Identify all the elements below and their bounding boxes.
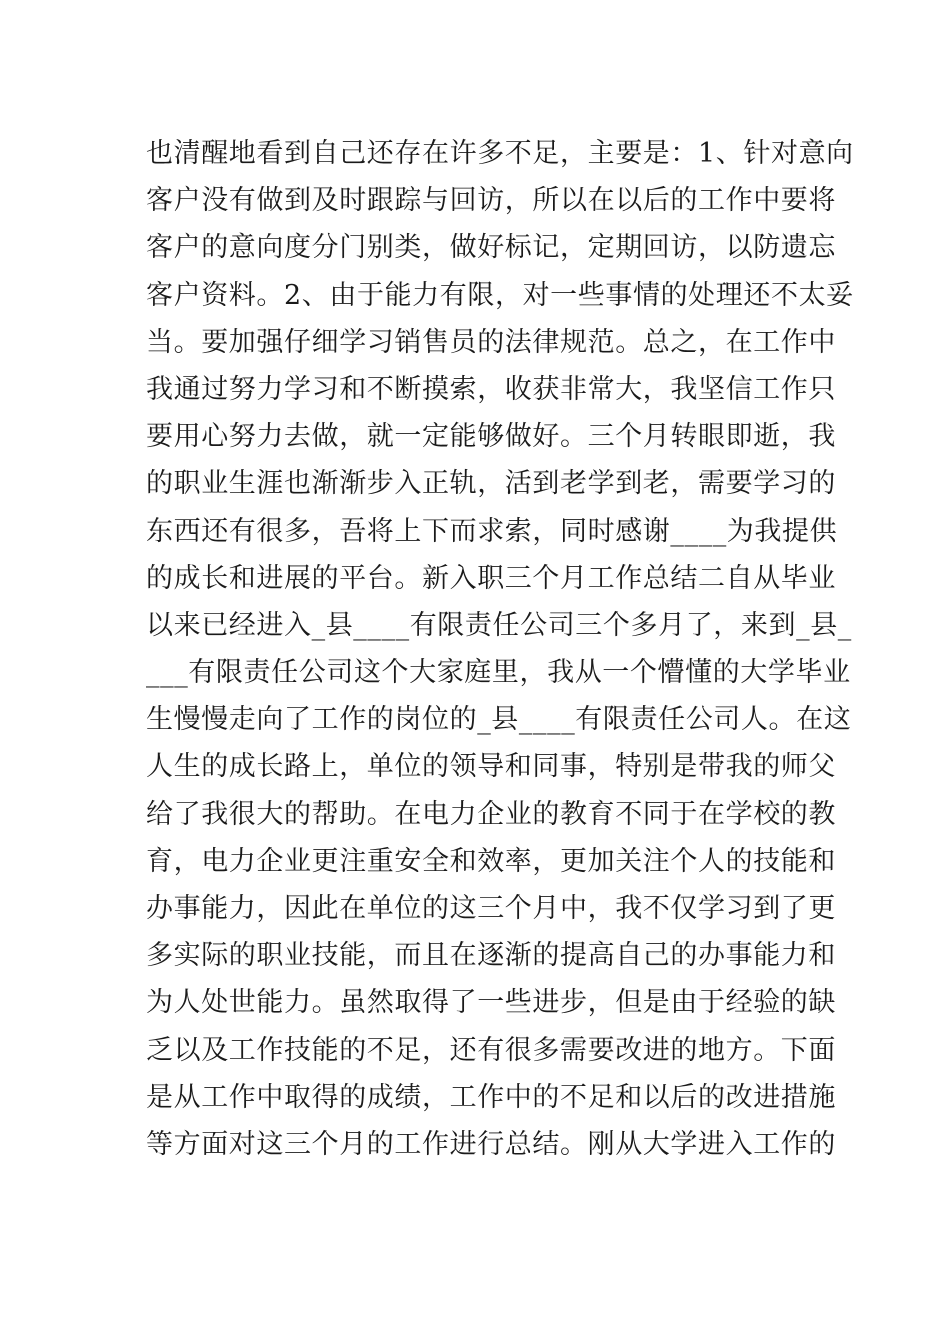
text-line: ___有限责任公司这个大家庭里，我从一个懵懂的大学毕业	[146, 657, 851, 689]
text-line: 当。要加强仔细学习销售员的法律规范。总之，在工作中	[146, 326, 836, 358]
text-line: 乏以及工作技能的不足，还有很多需要改进的地方。下面	[146, 1034, 836, 1066]
text-line: 人生的成长路上，单位的领导和同事，特别是带我的师父	[146, 751, 836, 783]
text-line: 是从工作中取得的成绩，工作中的不足和以后的改进措施	[146, 1081, 836, 1113]
text-line: 的成长和进展的平台。新入职三个月工作总结二自从毕业	[146, 562, 836, 594]
body-text	[146, 130, 854, 1168]
text-line: 多实际的职业技能，而且在逐渐的提高自己的办事能力和	[146, 940, 836, 972]
text-line: 以来已经进入_县____有限责任公司三个多月了，来到_县_	[146, 609, 852, 641]
text-line: 我通过努力学习和不断摸索，收获非常大，我坚信工作只	[146, 373, 836, 405]
text-line: 客户没有做到及时跟踪与回访，所以在以后的工作中要将	[146, 185, 836, 217]
text-line: 办事能力，因此在单位的这三个月中，我不仅学习到了更	[146, 893, 836, 924]
text-line: 育，电力企业更注重安全和效率，更加关注个人的技能和	[146, 845, 836, 877]
text-line: 生慢慢走向了工作的岗位的_县____有限责任公司人。在这	[146, 704, 852, 736]
text-line: 给了我很大的帮助。在电力企业的教育不同于在学校的教	[146, 798, 836, 830]
text-line: 客户的意向度分门别类，做好标记，定期回访，以防遗忘	[146, 232, 836, 264]
text-line: 为人处世能力。虽然取得了一些进步，但是由于经验的缺	[146, 987, 836, 1019]
text-line: 的职业生涯也渐渐步入正轨，活到老学到老，需要学习的	[146, 468, 836, 500]
text-line: 要用心努力去做，就一定能够做好。三个月转眼即逝，我	[146, 421, 836, 453]
text-line: 东西还有很多，吾将上下而求索，同时感谢____为我提供	[146, 515, 838, 547]
text-line: 等方面对这三个月的工作进行总结。刚从大学进入工作的	[146, 1128, 836, 1160]
text-line: 客户资料。2、由于能力有限，对一些事情的处理还不太妥	[146, 279, 854, 311]
text-line: 也清醒地看到自己还存在许多不足，主要是：1、针对意向	[146, 138, 854, 169]
